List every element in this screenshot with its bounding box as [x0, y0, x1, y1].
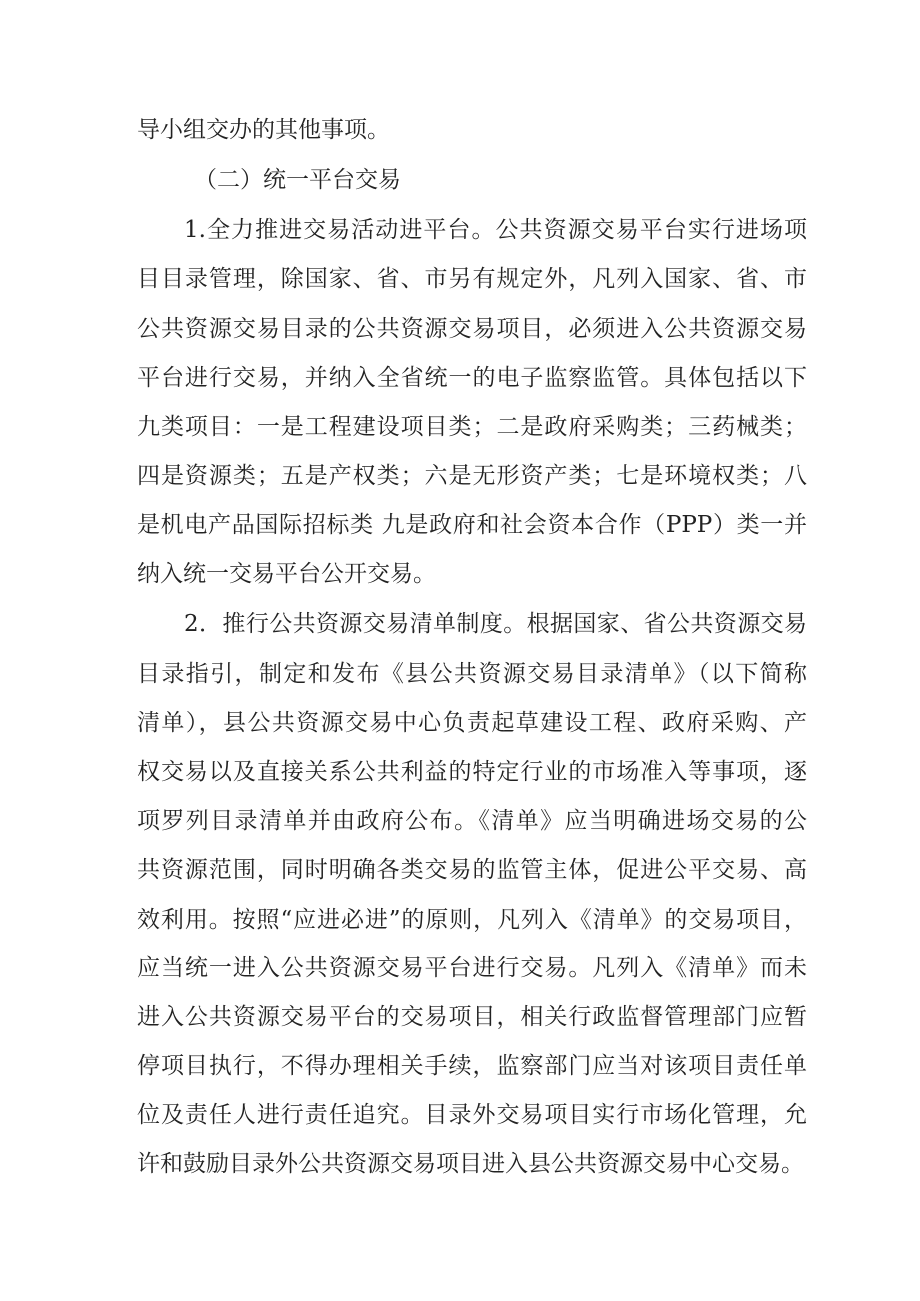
paragraph-1-line-3: 公共资源交易目录的公共资源交易项目，必须进入公共资源交易 — [137, 316, 807, 342]
paragraph-2-line-8: 应当统一进入公共资源交易平台进行交易。凡列入《清单》而未 — [137, 955, 807, 981]
section-heading: （二）统一平台交易 — [194, 167, 401, 193]
paragraph-2-line-11: 位及责任人进行责任追究。目录外交易项目实行市场化管理，允 — [137, 1102, 807, 1128]
paragraph-2-line-5: 项罗列目录清单并由政府公布。《清单》应当明确进场交易的公 — [137, 808, 807, 834]
paragraph-2-line-7: 效利用。按照“应进必进”的原则，凡列入《清单》的交易项目， — [137, 907, 807, 933]
paragraph-1-line-1: 1.全力推进交易活动进平台。公共资源交易平台实行进场项 — [184, 217, 807, 243]
paragraph-1-line-6: 四是资源类；五是产权类；六是无形资产类；七是环境权类；八 — [137, 463, 807, 489]
paragraph-2-line-9: 进入公共资源交易平台的交易项目，相关行政监督管理部门应暂 — [137, 1004, 807, 1030]
paragraph-2-line-2: 目录指引，制定和发布《县公共资源交易目录清单》（以下简称 — [137, 661, 807, 687]
paragraph-1-line-7: 是机电产品国际招标类 九是政府和社会资本合作（PPP）类一并 — [137, 512, 807, 538]
paragraph-2-line-3: 清单），县公共资源交易中心负责起草建设工程、政府采购、产 — [137, 710, 807, 736]
paragraph-1-line-8: 纳入统一交易平台公开交易。 — [137, 561, 436, 587]
paragraph-1-line-2: 目目录管理，除国家、省、市另有规定外，凡列入国家、省、市 — [137, 266, 807, 292]
paragraph-1-line-4: 平台进行交易，并纳入全省统一的电子监察监管。具体包括以下 — [137, 365, 807, 391]
paragraph-2-line-10: 停项目执行，不得办理相关手续，监察部门应当对该项目责任单 — [137, 1053, 807, 1079]
paragraph-2-line-12: 许和鼓励目录外公共资源交易项目进入县公共资源交易中心交易。 — [137, 1151, 804, 1177]
paragraph-2-line-4: 权交易以及直接关系公共利益的特定行业的市场准入等事项，逐 — [137, 759, 807, 785]
paragraph-1-line-5: 九类项目：一是工程建设项目类；二是政府采购类；三药械类； — [137, 414, 807, 440]
paragraph-2-line-1: 2．推行公共资源交易清单制度。根据国家、省公共资源交易 — [184, 611, 807, 637]
text-line-1: 导小组交办的其他事项。 — [137, 117, 390, 143]
paragraph-2-line-6: 共资源范围，同时明确各类交易的监管主体，促进公平交易、高 — [137, 857, 807, 883]
